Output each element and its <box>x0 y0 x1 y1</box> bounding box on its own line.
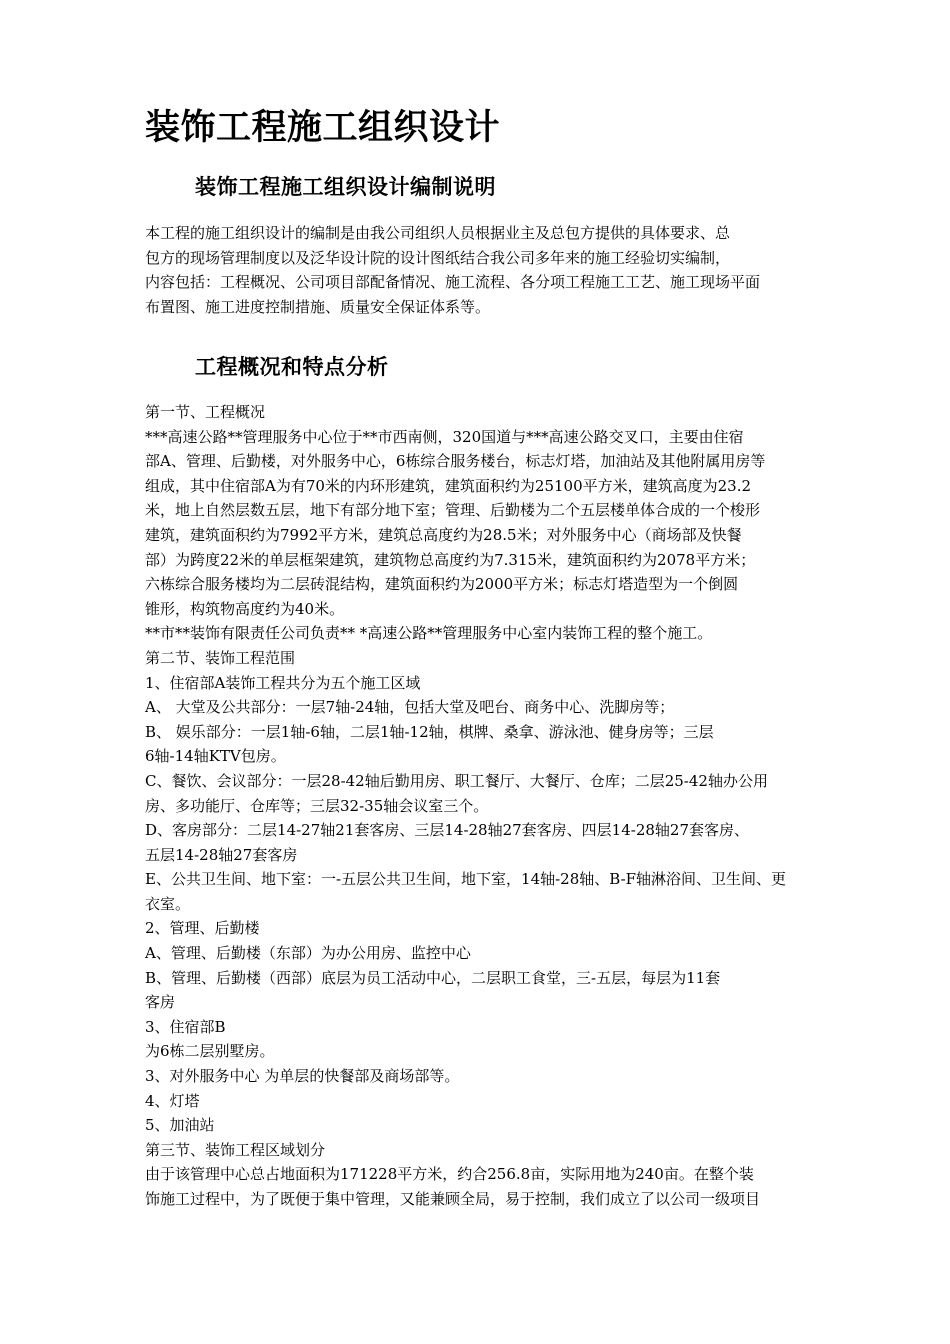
text-line: 部A、管理、后勤楼，对外服务中心，6栋综合服务楼台，标志灯塔，加油站及其他附属用房等 <box>145 452 766 471</box>
text-line: 六栋综合服务楼均为二层砖混结构，建筑面积约为2000平方米；标志灯塔造型为一个倒圆 <box>145 575 739 594</box>
text-line: 4、灯塔 <box>145 1091 200 1110</box>
text-line: 由于该管理中心总占地面积为171228平方米，约合256.8亩，实际用地为240亩。在整个装 <box>145 1165 754 1184</box>
text-line: 组成，其中住宿部A为有70米的内环形建筑，建筑面积约为25100平方米，建筑高度为23.2 <box>145 476 752 495</box>
text-line: ***高速公路**管理服务中心位于**市西南侧，320国道与***高速公路交叉口，主要由住宿 <box>145 427 744 446</box>
text-line: 为6栋二层别墅房。 <box>145 1042 275 1061</box>
text-line: 客房 <box>145 993 176 1012</box>
text-line: B、 娱乐部分：一层1轴-6轴，二层1轴-12轴，棋牌、桑拿、游泳池、健身房等；三层 <box>145 722 714 741</box>
text-line: 包方的现场管理制度以及泛华设计院的设计图纸结合我公司多年来的施工经验切实编制， <box>145 248 731 267</box>
text-line: E、公共卫生间、地下室：一-五层公共卫生间，地下室，14轴-28轴、B-F轴淋浴间、卫生间、更 <box>145 870 787 889</box>
text-line: C、餐饮、会议部分：一层28-42轴后勤用房、职工餐厅、大餐厅、仓库；二层25-42轴办公用 <box>145 771 768 790</box>
section-heading-compilation-notes: 装饰工程施工组织设计编制说明 <box>195 175 496 199</box>
text-line: 五层14-28轴27套客房 <box>145 845 298 864</box>
text-line: D、客房部分：二层14-27轴21套客房、三层14-28轴27套客房、四层14-28轴27套客房、 <box>145 821 750 840</box>
text-line: 2、管理、后勤楼 <box>145 919 260 938</box>
text-line: A、 大堂及公共部分：一层7轴-24轴，包括大堂及吧台、商务中心、洗脚房等； <box>145 698 675 717</box>
text-line: **市**装饰有限责任公司负责** *高速公路**管理服务中心室内装饰工程的整个施工。 <box>145 624 713 643</box>
document-title: 装饰工程施工组织设计 <box>145 108 501 148</box>
text-line: 第三节、装饰工程区域划分 <box>145 1140 326 1159</box>
text-line: 房、多功能厅、仓库等；三层32-35轴会议室三个。 <box>145 796 489 815</box>
body-text <box>145 400 810 1212</box>
text-line: A、管理、后勤楼（东部）为办公用房、监控中心 <box>145 944 471 963</box>
text-line: 饰施工过程中，为了既便于集中管理，又能兼顾全局，易于控制，我们成立了以公司一级项目 <box>145 1190 761 1208</box>
intro-paragraph <box>145 221 810 319</box>
text-line: 建筑，建筑面积约为7992平方米，建筑总高度约为28.5米；对外服务中心（商场部及快餐 <box>145 525 742 544</box>
text-line: 1、住宿部A装饰工程共分为五个施工区域 <box>145 673 421 692</box>
text-line: 米，地上自然层数五层，地下有部分地下室；管理、后勤楼为二个五层楼单体合成的一个梭形 <box>145 501 761 520</box>
text-line: 5、加油站 <box>145 1116 215 1135</box>
text-line: 本工程的施工组织设计的编制是由我公司组织人员根据业主及总包方提供的具体要求、总 <box>145 224 731 242</box>
section-heading-project-overview: 工程概况和特点分析 <box>195 355 389 379</box>
text-line: 3、对外服务中心 为单层的快餐部及商场部等。 <box>145 1067 460 1086</box>
text-line: 第一节、工程概况 <box>145 403 266 421</box>
text-line: 锥形，构筑物高度约为40米。 <box>145 599 345 618</box>
text-line: B、管理、后勤楼（西部）底层为员工活动中心，二层职工食堂，三-五层，每层为11套 <box>145 968 721 987</box>
text-line: 6轴-14轴KTV包房。 <box>145 747 286 766</box>
text-line: 第二节、装饰工程范围 <box>145 648 296 667</box>
text-line: 部）为跨度22米的单层框架建筑，建筑物总高度约为7.315米，建筑面积约为2078平方米； <box>145 550 756 569</box>
text-line: 布置图、施工进度控制措施、质量安全保证体系等。 <box>145 297 491 316</box>
text-line: 内容包括：工程概况、公司项目部配备情况、施工流程、各分项工程施工工艺、施工现场平面 <box>145 273 761 292</box>
text-line: 衣室。 <box>145 894 191 913</box>
text-line: 3、住宿部B <box>145 1017 226 1036</box>
